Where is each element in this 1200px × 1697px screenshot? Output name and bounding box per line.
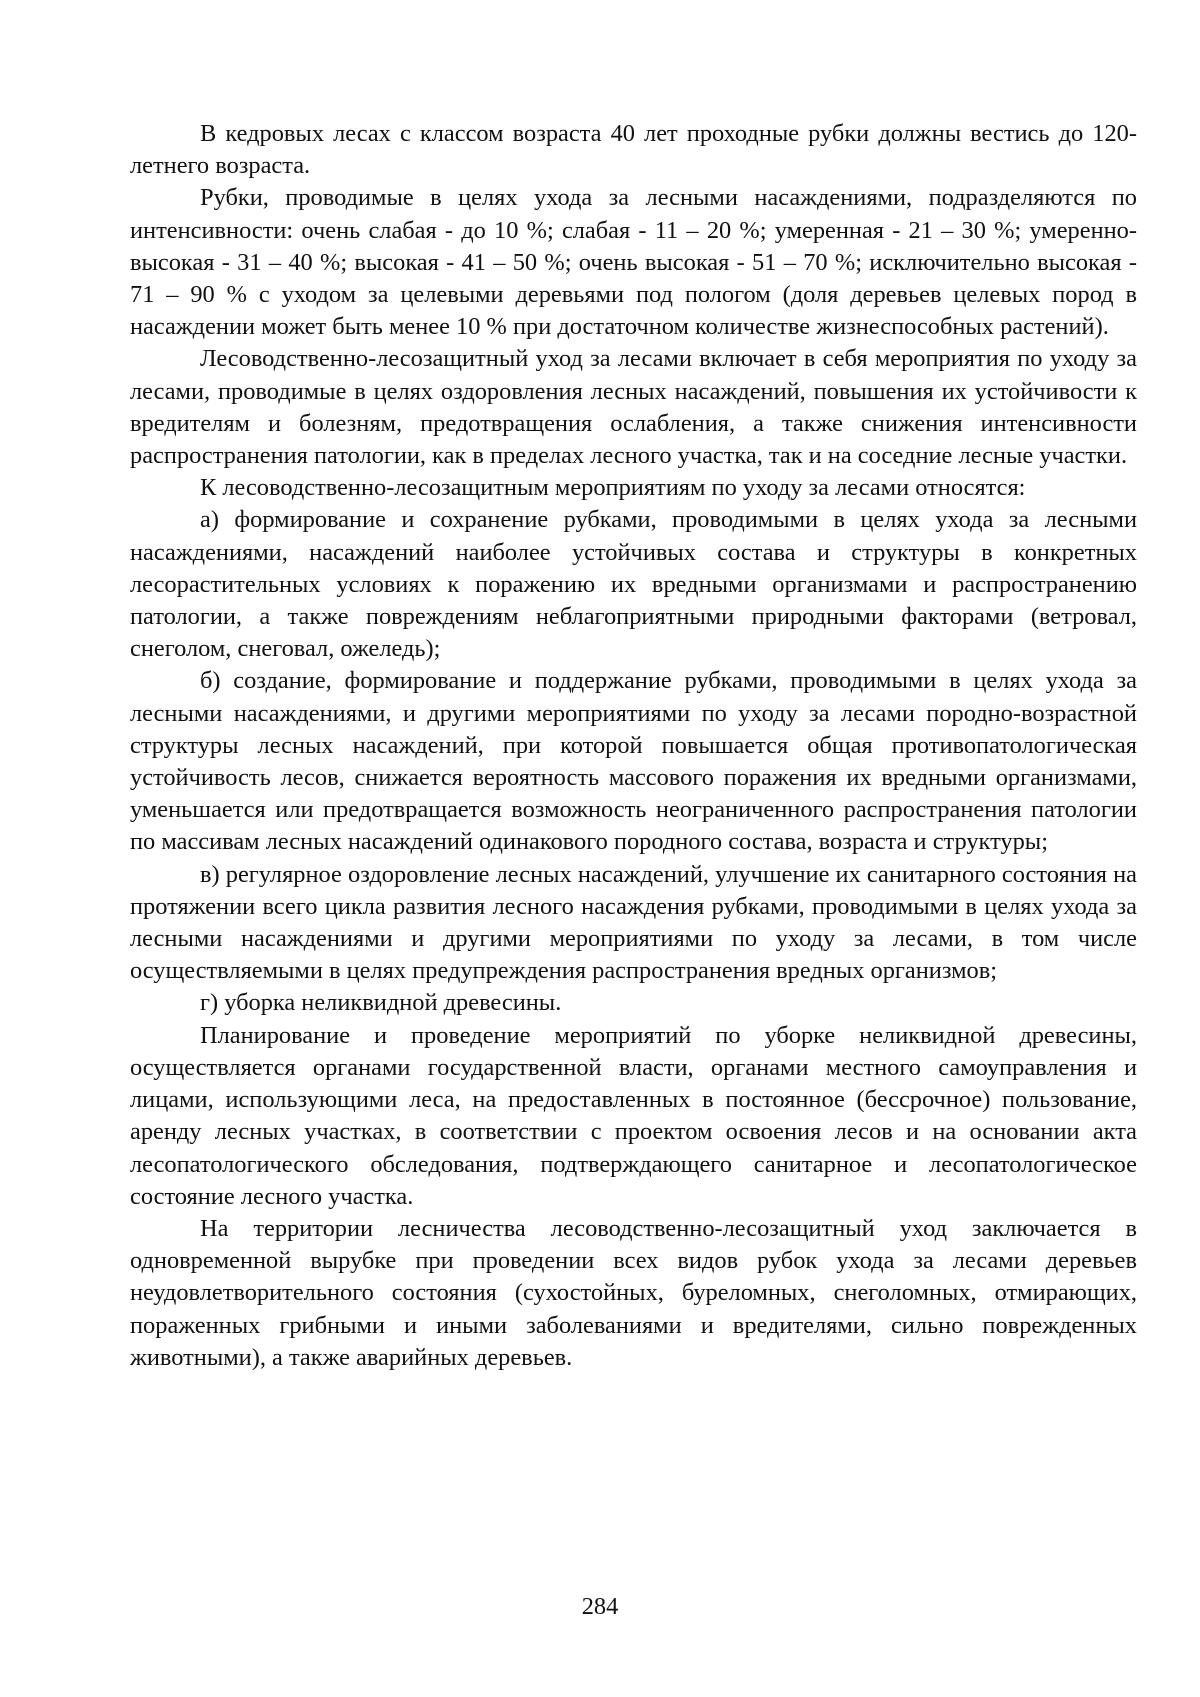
paragraph-planning: Планирование и проведение мероприятий по уборке неликвидной древесины, осуществляется органами государственной власти, органами местного самоуправления и лицами, использующими леса, на предоставленных в постоянное (бессрочное) пользование, аренду лесных участках, в соответствии с проектом освоения лесов и на основании акта лесопатологического обследования, подтверждающего санитарное и лесопатологическое состояние лесного участка. <box>130 1021 1137 1210</box>
page-number: 284 <box>581 1593 619 1620</box>
document-body <box>130 118 1137 1374</box>
paragraph-cedar-forests: В кедровых лесах с классом возраста 40 лет проходные рубки должны вестись до 120-летнего возраста. <box>130 120 1137 180</box>
list-item-b: б) создание, формирование и поддержание рубками, проводимыми в целях ухода за лесными насаждениями, и другими мероприятиями по уходу за лесами породно-возрастной структуры лесных насаждений, при которой повышается общая противопатологическая устойчивость лесов, снижается вероятность массового поражения их вредными организмами, уменьшается или предотвращается возможность неограниченного распространения патологии по массивам лесных насаждений одинакового породного состава, возраста и структуры; <box>130 667 1137 856</box>
paragraph-protective-care: Лесоводственно-лесозащитный уход за лесами включает в себя мероприятия по уходу за лесами, проводимые в целях оздоровления лесных насаждений, повышения их устойчивости к вредителям и болезням, предотвращения ослабления, а также снижения интенсивности распространения патологии, как в пределах лесного участка, так и на соседние лесные участки. <box>130 345 1137 470</box>
paragraph-territory: На территории лесничества лесоводственно-лесозащитный уход заключается в одновременной вырубке при проведении всех видов рубок ухода за лесами деревьев неудовлетворительного состояния (сухостойных, буреломных, снеголомных, отмирающих, пораженных грибными и иными заболеваниями и вредителями, сильно поврежденных животными), а также аварийных деревьев. <box>130 1214 1137 1371</box>
list-item-v: в) регулярное оздоровление лесных насаждений, улучшение их санитарного состояния на протяжении всего цикла развития лесного насаждения рубками, проводимыми в целях ухода за лесными насаждениями и другими мероприятиями по уходу за лесами, в том числе осуществляемыми в целях предупреждения распространения вредных организмов; <box>130 860 1137 985</box>
paragraph-measures-intro: К лесоводственно-лесозащитным мероприятиям по уходу за лесами относятся: <box>200 474 1026 502</box>
list-item-a: а) формирование и сохранение рубками, проводимыми в целях ухода за лесными насаждениями, насаждений наиболее устойчивых состава и структуры в конкретных лесорастительных условиях к поражению их вредными организмами и распространению патологии, а также повреждениям неблагоприятными природными факторами (ветровал, снеголом, снеговал, ожеледь); <box>130 506 1137 663</box>
paragraph-intensity: Рубки, проводимые в целях ухода за лесными насаждениями, подразделяются по интенсивности: очень слабая - до 10 %; слабая - 11 – 20 %; умеренная - 21 – 30 %; умеренно-высокая - 31 – 40 %; высокая - 41 – 50 %; очень высокая - 51 – 70 %; исключительно высокая - 71 – 90 % с уходом за целевыми деревьями под пологом (доля деревьев целевых пород в насаждении может быть менее 10 % при достаточном количестве жизнеспособных растений). <box>130 184 1137 341</box>
list-item-g: г) уборка неликвидной древесины. <box>200 989 562 1017</box>
